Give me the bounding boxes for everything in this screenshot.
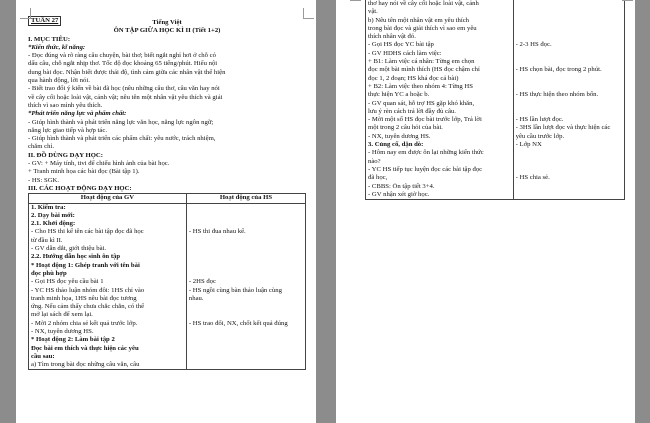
text-line	[516, 108, 622, 116]
text-line	[189, 270, 303, 278]
text-line: nào?	[368, 157, 381, 165]
text-line: nhau.	[188, 294, 204, 302]
lesson-body	[28, 36, 306, 194]
text-line: - NX, tuyên dương HS.	[368, 132, 431, 140]
hs-column	[186, 203, 305, 370]
text-line: - Lớp NX	[515, 141, 542, 149]
text-line: thơ hay nói về cây cối hoặc loài vật, cảnh	[368, 0, 479, 7]
text-line: 2.2. Hướng dẫn học sinh ôn tập	[31, 253, 121, 261]
text-line: năng lực giao tiếp và hợp tác.	[28, 126, 108, 134]
document-page-2	[336, 0, 635, 423]
text-line: * Hoạt động 2: Làm bài tập 2	[31, 336, 115, 344]
text-line: dung bài đọc. Nhận biết được thái độ, tình cảm giữa các nhân vật thể hiện	[28, 68, 226, 76]
lesson-title: ÔN TẬP GIỮA HỌC KÌ II (Tiết 1+2)	[113, 27, 221, 35]
gv-column	[366, 0, 514, 200]
text-line: 2.1. Khởi động:	[31, 220, 76, 228]
text-line: - Gọi HS đọc YC bài tập	[368, 41, 434, 49]
text-line: - Biết trao đổi ý kiến về bài đã học (nêu những câu thơ, câu văn hay nói	[28, 85, 220, 93]
text-line: - GV nhận xét giờ học.	[368, 190, 430, 198]
text-line	[516, 25, 622, 33]
text-line	[516, 149, 622, 157]
text-line: + Tranh minh họa các bài đọc (Bài tập 1).	[28, 168, 140, 176]
text-line	[189, 245, 303, 253]
text-line: một trong 2 câu hỏi của bài.	[368, 124, 443, 132]
text-line: yêu cầu trước lớp.	[515, 132, 565, 140]
text-line: - HS ngồi cùng bàn thảo luận cùng	[188, 286, 282, 294]
text-line: - Hôm nay em được ôn lại những kiến thức	[368, 149, 484, 157]
text-line	[189, 262, 303, 270]
text-line: - Mời một số HS đọc bài trước lớp, Trả lời	[368, 116, 482, 124]
text-line: chăm chỉ.	[28, 143, 54, 151]
text-line: - HS lần lượt đọc.	[515, 116, 564, 124]
text-line: II. ĐỒ DÙNG DẠY HỌC:	[28, 151, 103, 159]
table-header-hs: Hoạt động của HS	[186, 194, 305, 203]
text-line: đã học,	[368, 174, 388, 182]
text-line: trong bài đọc và giải thích vì sao em yêu	[368, 24, 477, 32]
text-line	[189, 220, 303, 228]
margin-mark	[622, 0, 633, 1]
text-line: - Giúp hình thành và phát triển năng lực văn học, năng lực ngôn ngữ;	[28, 118, 214, 126]
text-line: - Giúp hình thành và phát triển các phẩm chất: yêu nước, trách nhiệm,	[28, 135, 216, 143]
text-line: III. CÁC HOẠT ĐỘNG DẠY HỌC:	[28, 184, 132, 192]
text-line: thích vì sao mình yêu thích.	[28, 101, 103, 109]
text-line: Đọc bài em thích và thực hiện các yêu	[31, 344, 139, 352]
text-line: *Kiến thức, kĩ năng:	[28, 43, 86, 51]
text-line	[189, 212, 303, 220]
text-line	[516, 100, 622, 108]
text-line: - GV HDHS cách làm việc:	[368, 49, 442, 57]
text-line: vật.	[368, 8, 378, 16]
text-line	[516, 166, 622, 174]
week-heading: TUẦN 27	[28, 16, 61, 26]
margin-mark	[350, 0, 361, 1]
table-header-gv: Hoạt động của GV	[29, 194, 187, 203]
text-line: - Cho HS thi kể tên các bài tập đọc đã học	[31, 228, 144, 236]
text-line: - Đọc đúng và rõ ràng câu chuyện, bài thơ; biết ngắt nghỉ hơi ở chỗ có	[28, 52, 216, 60]
text-line: 1. Kiểm tra:	[31, 203, 66, 211]
text-line: - GV dẫn dắt, giới thiệu bài.	[31, 245, 107, 253]
text-line	[189, 311, 303, 319]
text-line: - 3HS lần lượt đọc và thực hiện các	[515, 124, 611, 132]
text-line	[516, 8, 622, 16]
text-line: dấu câu, chỗ ngắt nhịp thơ. Tốc độ đọc khoảng 65 tiếng/phút. Hiểu nội	[28, 60, 218, 68]
text-line	[189, 204, 303, 212]
text-line: đọc 1, 2 đoạn; HS khá đọc cả bài)	[368, 74, 459, 82]
text-line	[516, 158, 622, 166]
text-line: - HS chia sẻ.	[515, 174, 550, 182]
text-line: - 2-3 HS đọc.	[515, 41, 552, 49]
text-line: - NX, tuyên dương HS.	[31, 327, 94, 335]
text-line	[516, 58, 622, 66]
text-line: - Gọi HS đọc yêu cầu bài 1	[31, 278, 104, 286]
subject-title: Tiếng Việt	[152, 19, 182, 26]
hs-column	[513, 0, 624, 200]
text-line: - GV: + Máy tính, tivi để chiếu hình ảnh của bài học.	[28, 160, 170, 168]
text-line: - CBBS: Ôn tập tiết 3+4.	[368, 182, 435, 190]
text-line	[189, 303, 303, 311]
text-line	[516, 17, 622, 25]
text-line: 2. Dạy bài mới:	[31, 211, 75, 219]
text-line	[516, 75, 622, 83]
text-line	[516, 83, 622, 91]
text-line: đọc một bài mình thích (HS đọc chậm chỉ	[368, 66, 480, 74]
text-line	[189, 237, 303, 245]
text-line	[516, 33, 622, 41]
text-line: - HS thi đua nhau kể.	[188, 228, 246, 236]
gv-column	[29, 203, 187, 370]
text-line: - YC HS thảo luận nhóm đôi: 1HS chỉ vào	[31, 286, 145, 294]
document-page-1	[16, 0, 316, 423]
text-line: - HS thực hiện theo nhóm bốn.	[515, 91, 599, 99]
text-line: I. MỤC TIÊU:	[28, 35, 71, 43]
text-line: - HS chọn bài, đọc trong 2 phút.	[515, 66, 602, 74]
text-line: qua hành động, lời nói.	[28, 77, 90, 85]
text-line	[516, 50, 622, 58]
text-line: đọc phù hợp	[31, 269, 67, 277]
text-line: *Phát triển năng lực và phẩm chất:	[28, 110, 127, 118]
text-line: thích nhân vật đó.	[368, 33, 416, 41]
text-line: - GV quan sát, hỗ trợ HS gặp khó khăn,	[368, 99, 475, 107]
text-line: - HS trao đổi, NX, chốt kết quả đúng	[188, 319, 288, 327]
text-line: ứng. Nếu cảm thấy chưa chắc chắn, có thể	[31, 303, 145, 311]
text-line: - 2HS đọc	[188, 278, 216, 286]
text-line: tranh minh họa, 1HS nêu bài đọc tương	[31, 294, 137, 302]
text-line: từ đầu kì II.	[31, 236, 63, 244]
text-line: * Hoạt động 1: Ghép tranh với tên bài	[31, 261, 140, 269]
text-line: lưu ý rèn cách trả lời đầy đủ câu.	[368, 107, 456, 115]
text-line	[516, 0, 622, 8]
activity-table-continued	[365, 0, 625, 200]
text-line: cầu sau:	[31, 352, 55, 360]
text-line: + B2: Làm việc theo nhóm 4: Từng HS	[368, 82, 473, 90]
text-line	[189, 253, 303, 261]
margin-mark	[303, 8, 314, 19]
text-line: về cây cối hoặc loài vật, cảnh vật; nêu tên một nhân vật yêu thích và giải	[28, 93, 223, 101]
text-line: a) Tìm trong bài đọc những câu văn, câu	[31, 361, 140, 369]
activity-table	[28, 193, 306, 370]
text-line: - YC HS tiếp tục luyện đọc các bài tập đọc	[368, 165, 483, 173]
text-line: 3. Củng cố, dặn dò:	[368, 141, 424, 149]
text-line: - HS: SGK.	[28, 176, 60, 184]
text-line: thực hiện YC a hoặc b.	[368, 91, 430, 99]
text-line: mở lại sách để xem lại.	[31, 311, 93, 319]
margin-mark	[20, 8, 31, 19]
text-line: + B1: Làm việc cá nhân: Từng em chọn	[368, 58, 475, 66]
text-line: - Mời 2 nhóm chia sẻ kết quả trước lớp.	[31, 319, 138, 327]
text-line: b) Nêu tên một nhân vật em yêu thích	[368, 16, 470, 24]
